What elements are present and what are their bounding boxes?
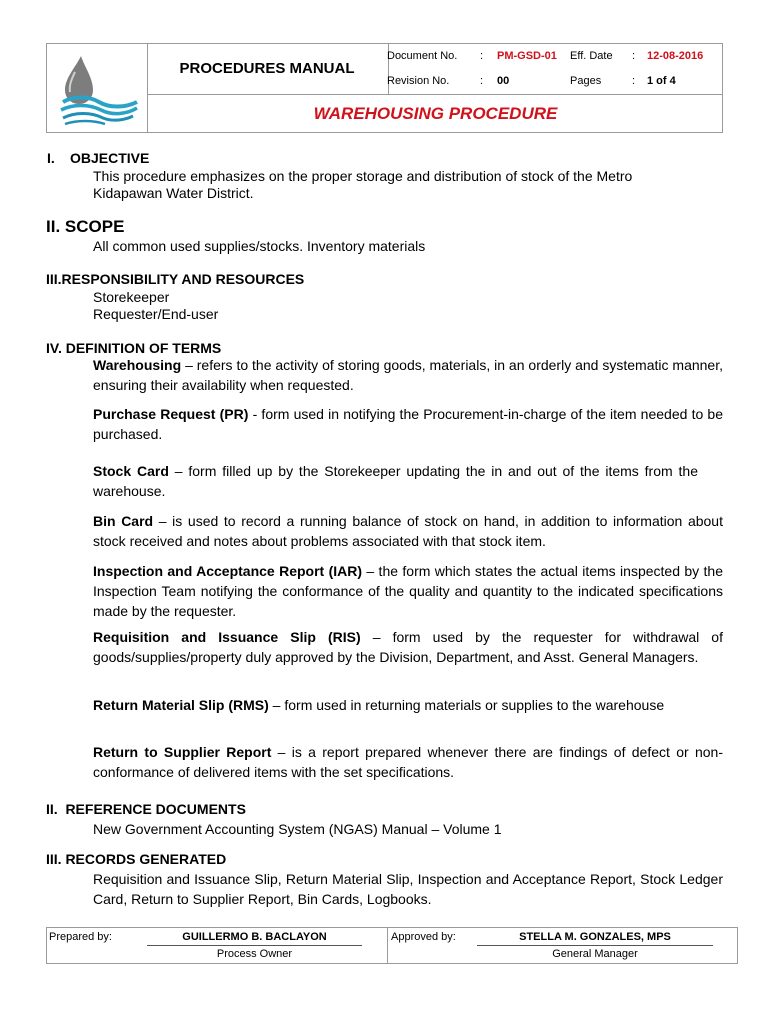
reference-text: New Government Accounting System (NGAS) Manual – Volume 1 [93,821,502,837]
responsibility-item: Storekeeper [93,289,170,305]
responsibility-heading: III.RESPONSIBILITY AND RESOURCES [46,271,305,287]
definition-item [93,561,723,621]
signature-table [46,927,738,964]
definition-item [93,695,723,715]
colon: : [480,50,484,62]
prepared-by-label: Prepared by: [49,931,112,943]
signature-line [477,945,713,946]
definition-term: Requisition and Issuance Slip (RIS) [93,629,361,645]
objective-text-line: Kidapawan Water District. [93,185,254,201]
objective-number: I. [47,150,55,166]
scope-text: All common used supplies/stocks. Inventory materials [93,238,426,254]
definition-term: Stock Card [93,463,169,479]
pages-label: Pages [570,75,602,87]
definition-item [93,404,723,444]
definition-text: – form used by the requester for withdrawal of goods/supplies/property duly approved by the Division, Department, and Asst. General Managers. [93,629,723,665]
definition-item [93,627,723,667]
procedure-title: WAREHOUSING PROCEDURE [313,104,558,123]
definition-term: Bin Card [93,513,154,529]
definition-text: – is a report prepared whenever there are findings of defect or non-conformance of delivered items with the set specifications. [93,744,723,780]
doc-no-label: Document No. [387,50,458,62]
definition-term: Return to Supplier Report [93,744,272,760]
reference-heading: II. REFERENCE DOCUMENTS [46,801,246,817]
colon: : [632,75,636,87]
doc-no-value: PM-GSD-01 [497,50,557,62]
definition-text: - form used in notifying the Procurement-in-charge of the item needed to be purchased. [93,406,723,442]
definition-item [93,355,723,395]
pages-value: 1 of 4 [647,75,676,87]
definition-text: – form filled up by the Storekeeper updating the in and out of the items from the warehouse. [93,463,698,499]
prepared-by-name: GUILLERMO B. BACLAYON [182,931,327,943]
objective-text-line: This procedure emphasizes on the proper storage and distribution of stock of the Metro [93,168,633,184]
definition-term: Inspection and Acceptance Report (IAR) [93,563,363,579]
prepared-by-role: Process Owner [216,948,293,960]
eff-date-value: 12-08-2016 [647,50,704,62]
colon: : [480,75,484,87]
objective-heading: OBJECTIVE [70,150,150,166]
footer-divider [387,928,388,963]
definition-text: – form used in returning materials or supplies to the warehouse [268,697,665,713]
records-text: Requisition and Issuance Slip, Return Material Slip, Inspection and Acceptance Report, Stock Ledger Card, Return to Supplier Report, Bin Cards, Logbooks. [93,871,723,907]
records-heading: III. RECORDS GENERATED [46,851,227,867]
definition-text: – is used to record a running balance of stock on hand, in addition to information about stock received and notes about problems associated with that stock item. [93,513,723,549]
rev-no-value: 00 [497,75,510,87]
water-drop-logo-icon [53,52,141,128]
definition-text: – the form which states the actual items inspected by the Inspection Team notifying the conformance of the quality and quantity to the indicated specifications made by the requester. [93,563,723,619]
header-divider [147,94,722,95]
definition-term: Return Material Slip (RMS) [93,697,269,713]
signature-line [147,945,362,946]
definition-term: Warehousing [93,357,182,373]
approved-by-name: STELLA M. GONZALES, MPS [519,931,671,943]
colon: : [632,50,636,62]
definition-item [93,461,698,501]
responsibility-item: Requester/End-user [93,306,219,322]
definition-text: – refers to the activity of storing goods, materials, in an orderly and systematic manner, ensuring their availability when requested. [93,357,723,393]
definition-item [93,511,723,551]
eff-date-label: Eff. Date [570,50,613,62]
definition-term: Purchase Request (PR) [93,406,249,422]
document-header [46,43,723,133]
manual-title: PROCEDURES MANUAL [179,60,355,77]
scope-heading: II. SCOPE [46,217,125,236]
rev-no-label: Revision No. [387,75,450,87]
definitions-heading: IV. DEFINITION OF TERMS [46,340,222,356]
definition-item [93,742,723,782]
approved-by-label: Approved by: [391,931,456,943]
approved-by-role: General Manager [552,948,638,960]
